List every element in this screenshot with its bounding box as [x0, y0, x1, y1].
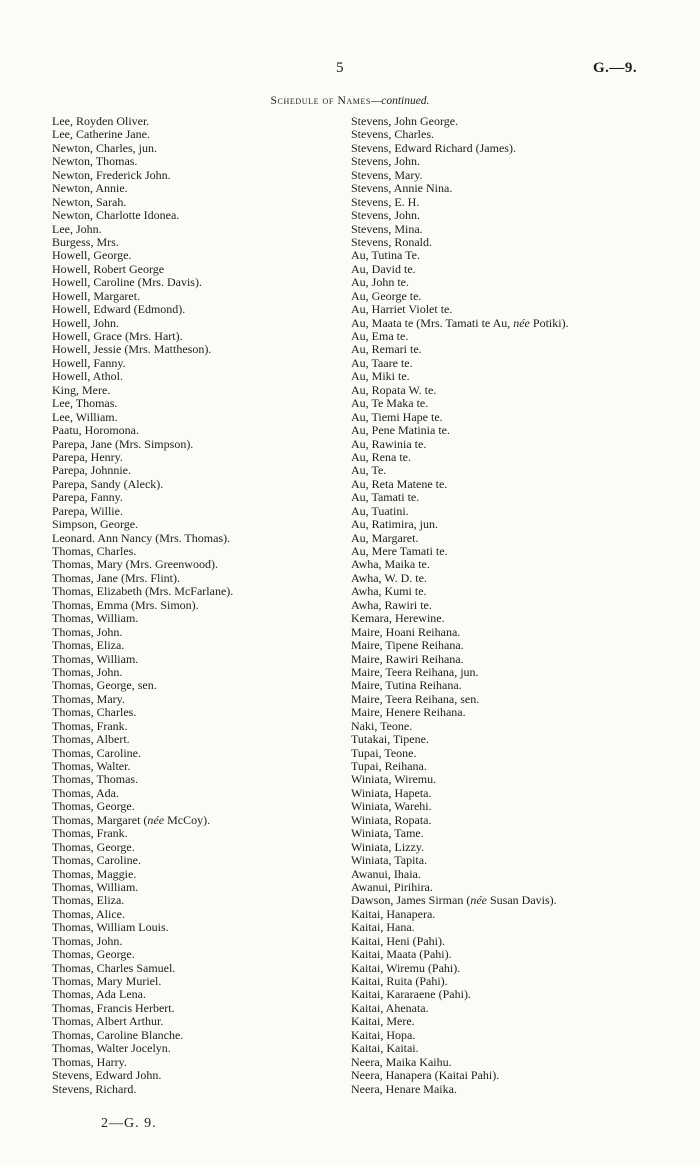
name-entry: Howell, Robert George [52, 261, 165, 276]
name-entry: Howell, Fanny. [52, 355, 126, 370]
name-entry: Awha, Rawiri te. [351, 597, 432, 612]
name-entry: Au, Remari te. [351, 342, 422, 357]
name-entry: Newton, Charles, jun. [52, 140, 157, 155]
name-entry: Au, Pene Matinia te. [351, 423, 450, 438]
document-reference: G.—9. [593, 60, 638, 76]
name-entry: Au, Te Maka te. [351, 396, 429, 411]
name-entry: Stevens, John. [351, 154, 420, 169]
name-entry: Au, Ema te. [351, 329, 409, 343]
name-entry: Thomas, Francis Herbert. [52, 1000, 175, 1015]
name-entry: Stevens, Charles. [351, 127, 434, 142]
name-entry: Parepa, Jane (Mrs. Simpson). [52, 436, 194, 451]
name-entry: Au, Maata te (Mrs. Tamati te Au, née Potiki). [351, 315, 569, 330]
name-entry: Burgess, Mrs. [52, 234, 119, 249]
name-entry: Leonard. Ann Nancy (Mrs. Thomas). [52, 530, 231, 545]
name-entry: Au, Rena te. [351, 449, 411, 464]
name-entry: Kaitai, Heni (Pahi). [351, 933, 445, 948]
name-entry: Stevens, Annie Nina. [351, 181, 453, 196]
name-entry: Kaitai, Kararaene (Pahi). [351, 987, 471, 1002]
page-number: 5 [336, 60, 344, 76]
name-entry: Maire, Henere Reihana. [351, 705, 466, 720]
name-entry: Lee, Royden Oliver. [52, 114, 150, 128]
names-column-right [351, 115, 681, 1096]
name-entry: Kaitai, Maata (Pahi). [351, 947, 452, 962]
name-entry: Parepa, Willie. [52, 503, 123, 518]
name-entry: Stevens, Mina. [351, 221, 423, 236]
name-entry: Kemara, Herewine. [351, 611, 445, 626]
name-entry: Au, Tutina Te. [351, 248, 420, 263]
name-entry: Thomas, Caroline. [52, 745, 141, 760]
name-entry: Au, Harriet Violet te. [351, 302, 453, 317]
name-entry: Awanui, Pirihira. [351, 879, 433, 894]
name-entry: Awha, W. D. te. [351, 570, 427, 585]
name-entry: Thomas, Charles Samuel. [52, 960, 176, 975]
name-entry: Howell, Jessie (Mrs. Mattheson). [52, 342, 212, 357]
name-entry: Winiata, Warehi. [351, 799, 432, 814]
name-entry: Awha, Kumi te. [351, 584, 427, 599]
name-entry: King, Mere. [52, 382, 111, 397]
name-entry: Howell, John. [52, 315, 119, 330]
name-entry: Naki, Teone. [351, 718, 413, 733]
name-entry: Thomas, Mary Muriel. [52, 974, 162, 988]
name-entry: Neera, Hanapera (Kaitai Pahi). [351, 1068, 500, 1083]
name-entry: Thomas, George. [52, 839, 135, 854]
name-entry: Thomas, Frank. [52, 826, 128, 841]
name-entry: Lee, Catherine Jane. [52, 127, 150, 142]
name-entry: Parepa, Fanny. [52, 490, 123, 505]
name-entry: Parepa, Henry. [52, 449, 123, 464]
name-entry: Thomas, Harry. [52, 1054, 127, 1069]
name-entry: Awha, Maika te. [351, 557, 430, 572]
name-entry: Thomas, Eliza. [52, 893, 125, 908]
name-entry: Lee, John. [52, 221, 102, 236]
name-entry: Stevens, Mary. [351, 167, 423, 182]
name-entry: Thomas, Mary (Mrs. Greenwood). [52, 557, 218, 572]
name-entry: Tupai, Reihana. [351, 759, 427, 773]
name-entry: Thomas, Caroline Blanche. [52, 1027, 184, 1042]
name-entry: Winiata, Ropata. [351, 812, 432, 827]
name-entry: Au, Taare te. [351, 355, 413, 370]
name-entry: Awanui, Ihaia. [351, 866, 421, 881]
name-entry: Thomas, George. [52, 799, 135, 814]
name-entry: Maire, Tipene Reihana. [351, 638, 464, 653]
name-entry: Winiata, Tame. [351, 826, 424, 841]
name-entry: Howell, Caroline (Mrs. Davis). [52, 275, 202, 290]
name-entry: Au, Reta Matene te. [351, 476, 448, 491]
name-entry: Thomas, Frank. [52, 718, 128, 733]
name-entry: Winiata, Hapeta. [351, 785, 432, 800]
name-entry: Maire, Teera Reihana, sen. [351, 691, 480, 706]
name-entry: Maire, Hoani Reihana. [351, 624, 461, 639]
name-entry: Winiata, Tapita. [351, 853, 428, 868]
name-entry: Neera, Maika Kaihu. [351, 1054, 452, 1069]
name-entry: Thomas, William Louis. [52, 920, 169, 935]
name-entry: Thomas, Mary. [52, 691, 125, 706]
name-entry: Dawson, James Sirman (née Susan Davis). [351, 893, 557, 908]
name-entry: Thomas, George, sen. [52, 678, 157, 693]
name-entry: Winiata, Lizzy. [351, 839, 425, 854]
name-entry: Lee, William. [52, 409, 118, 424]
name-entry: Simpson, George. [52, 517, 139, 532]
name-entry: Neera, Henare Maika. [351, 1081, 457, 1096]
name-entry: Thomas, Ada Lena. [52, 987, 146, 1002]
name-entry: Thomas, Albert. [52, 732, 130, 747]
name-entry: Paatu, Horomona. [52, 423, 139, 438]
name-entry: Au, Tamati te. [351, 490, 420, 505]
name-entry: Howell, George. [52, 248, 132, 263]
name-entry: Thomas, Elizabeth (Mrs. McFarlane). [52, 584, 234, 599]
name-entry: Thomas, Walter. [52, 759, 131, 773]
name-entry: Au, Mere Tamati te. [351, 544, 448, 558]
name-entry: Thomas, Walter Jocelyn. [52, 1041, 171, 1056]
name-entry: Maire, Teera Reihana, jun. [351, 664, 479, 679]
name-entry: Thomas, Maggie. [52, 866, 137, 881]
name-entry: Kaitai, Ruita (Pahi). [351, 974, 448, 988]
name-entry: Thomas, Eliza. [52, 638, 125, 653]
names-column-left [52, 115, 342, 1096]
name-entry: Thomas, William. [52, 651, 139, 666]
name-entry: Newton, Sarah. [52, 194, 127, 209]
name-entry: Au, Te. [351, 463, 387, 478]
name-entry: Thomas, Albert Arthur. [52, 1014, 164, 1029]
footer-signature: 2—G. 9. [101, 1116, 157, 1131]
name-entry: Stevens, Edward John. [52, 1068, 162, 1083]
name-entry: Tutakai, Tipene. [351, 732, 429, 747]
name-entry: Tupai, Teone. [351, 745, 417, 760]
name-entry: Winiata, Wiremu. [351, 772, 437, 787]
name-entry: Thomas, Jane (Mrs. Flint). [52, 570, 180, 585]
name-entry: Stevens, E. H. [351, 194, 420, 209]
name-entry: Thomas, Thomas. [52, 772, 139, 787]
name-entry: Au, Ropata W. te. [351, 382, 437, 397]
name-entry: Au, David te. [351, 261, 416, 276]
name-entry: Thomas, Margaret (née McCoy). [52, 812, 211, 827]
name-entry: Kaitai, Ahenata. [351, 1000, 429, 1015]
name-entry: Au, Tuatini. [351, 503, 409, 518]
name-entry: Au, Miki te. [351, 369, 410, 384]
name-entry: Au, John te. [351, 275, 409, 290]
name-entry: Thomas, Emma (Mrs. Simon). [52, 597, 199, 612]
name-entry: Maire, Tutina Reihana. [351, 678, 462, 693]
name-entry: Thomas, William. [52, 879, 139, 894]
name-entry: Howell, Edward (Edmond). [52, 302, 186, 317]
name-entry: Howell, Margaret. [52, 288, 141, 303]
name-entry: Howell, Grace (Mrs. Hart). [52, 329, 183, 343]
name-entry: Lee, Thomas. [52, 396, 118, 411]
name-entry: Newton, Frederick John. [52, 167, 171, 182]
name-entry: Newton, Annie. [52, 181, 128, 196]
name-entry: Stevens, John. [351, 208, 420, 223]
section-heading-main: Schedule of Names [270, 95, 371, 107]
name-entry: Thomas, Charles. [52, 705, 137, 720]
name-entry: Kaitai, Hopa. [351, 1027, 416, 1042]
name-entry: Au, Ratimira, jun. [351, 517, 438, 532]
name-entry: Stevens, Edward Richard (James). [351, 140, 516, 155]
name-entry: Thomas, Ada. [52, 785, 119, 800]
name-entry: Kaitai, Wiremu (Pahi). [351, 960, 461, 975]
name-entry: Newton, Thomas. [52, 154, 138, 169]
name-entry: Kaitai, Hana. [351, 920, 415, 935]
name-entry: Parepa, Sandy (Aleck). [52, 476, 164, 491]
name-entry: Thomas, Caroline. [52, 853, 141, 868]
name-entry: Kaitai, Hanapera. [351, 906, 436, 921]
name-entry: Thomas, Charles. [52, 544, 137, 558]
name-entry: Thomas, Alice. [52, 906, 125, 921]
name-entry: Au, Margaret. [351, 530, 419, 545]
name-entry: Thomas, John. [52, 624, 123, 639]
name-entry: Thomas, John. [52, 664, 123, 679]
name-entry: Stevens, John George. [351, 114, 459, 128]
name-entry: Au, Tiemi Hape te. [351, 409, 443, 424]
name-entry: Howell, Athol. [52, 369, 123, 384]
name-entry: Thomas, George. [52, 947, 135, 962]
name-entry: Au, George te. [351, 288, 422, 303]
name-entry: Thomas, John. [52, 933, 123, 948]
name-entry: Kaitai, Kaitai. [351, 1041, 419, 1056]
name-entry: Stevens, Richard. [52, 1081, 137, 1096]
section-heading-suffix: —continued. [370, 95, 430, 107]
name-entry: Thomas, William. [52, 611, 139, 626]
name-entry: Parepa, Johnnie. [52, 463, 131, 478]
name-entry: Au, Rawinia te. [351, 436, 427, 451]
name-entry: Kaitai, Mere. [351, 1014, 415, 1029]
name-entry: Newton, Charlotte Idonea. [52, 208, 180, 223]
name-entry: Stevens, Ronald. [351, 234, 432, 249]
section-heading [0, 95, 700, 107]
name-entry: Maire, Rawiri Reihana. [351, 651, 464, 666]
